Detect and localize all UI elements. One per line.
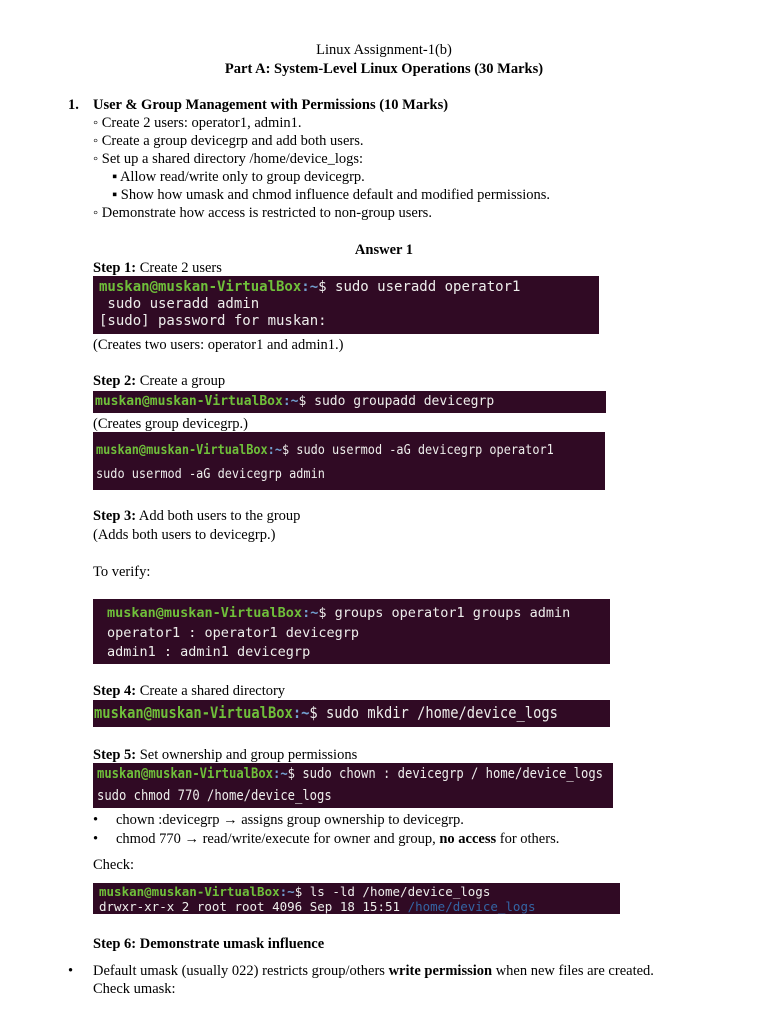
question-number: 1.: [68, 97, 79, 113]
terminal-line: muskan@muskan-VirtualBox:~$ sudo mkdir /home/device_logs: [94, 703, 558, 722]
terminal-line: admin1 : admin1 devicegrp: [107, 644, 311, 660]
verify-label: To verify:: [93, 564, 151, 580]
step-4-heading: Step 4: Create a shared directory: [93, 683, 286, 699]
terminal-line: drwxr-xr-x 2 root root 4096 Sep 18 15:51 /home/device_logs: [99, 899, 536, 914]
bullet-dot: •: [68, 963, 74, 979]
terminal-line: sudo useradd admin: [99, 296, 260, 312]
step-1-note: (Creates two users: operator1 and admin1.): [93, 337, 344, 353]
check-label: Check:: [93, 857, 135, 873]
requirement-subitem: ▪ Allow read/write only to group devicegrp.: [112, 169, 365, 185]
document-title: Linux Assignment-1(b): [316, 42, 452, 58]
requirement-item: ◦ Create a group devicegrp and add both users.: [93, 133, 364, 149]
requirement-item: ◦ Demonstrate how access is restricted to non-group users.: [93, 205, 432, 221]
requirement-item: ◦ Set up a shared directory /home/device_logs:: [93, 151, 364, 167]
terminal-line: muskan@muskan-VirtualBox:~$ sudo groupadd devicegrp: [95, 394, 495, 409]
terminal-screenshot-step3: [93, 599, 610, 664]
terminal-line: sudo usermod -aG devicegrp admin: [96, 466, 325, 482]
terminal-screenshot-step2a: [93, 391, 606, 413]
part-heading: Part A: System-Level Linux Operations (30 Marks): [224, 61, 544, 77]
bullet-dot: •: [93, 831, 99, 847]
step-5-bullet: chown :devicegrp → assigns group ownership to devicegrp.: [116, 812, 464, 828]
terminal-line: sudo chmod 770 /home/device_logs: [97, 788, 332, 804]
answer-heading: Answer 1: [354, 242, 414, 258]
step-3-note: (Adds both users to devicegrp.): [93, 527, 276, 543]
question-heading: User & Group Management with Permissions (10 Marks): [93, 97, 449, 113]
terminal-screenshot-step5-check: [93, 883, 620, 914]
terminal-line: muskan@muskan-VirtualBox:~$ groups operator1 groups admin: [107, 605, 571, 621]
terminal-screenshot-step1: [93, 276, 599, 334]
step-6-heading: Step 6: Demonstrate umask influence: [93, 936, 325, 952]
requirement-subitem: ▪ Show how umask and chmod influence default and modified permissions.: [112, 187, 551, 203]
step-6-bullet: Default umask (usually 022) restricts group/others write permission when new files are created.: [93, 963, 654, 979]
terminal-line: muskan@muskan-VirtualBox:~$ sudo useradd operator1: [99, 279, 521, 295]
terminal-line: muskan@muskan-VirtualBox:~$ ls -ld /home/device_logs: [99, 884, 491, 899]
step-5-bullet: chmod 770 → read/write/execute for owner and group, no access for others.: [116, 831, 560, 847]
terminal-screenshot-step5: [93, 763, 613, 808]
step-2-heading: Step 2: Create a group: [93, 373, 226, 389]
step-6-line: Check umask:: [93, 981, 176, 997]
terminal-line: operator1 : operator1 devicegrp: [107, 625, 359, 641]
bullet-dot: •: [93, 812, 99, 828]
terminal-screenshot-step4: [93, 700, 610, 727]
terminal-line: muskan@muskan-VirtualBox:~$ sudo chown : devicegrp / home/device_logs: [97, 766, 603, 782]
requirement-item: ◦ Create 2 users: operator1, admin1.: [93, 115, 302, 131]
step-1-heading: Step 1: Create 2 users: [93, 260, 222, 276]
step-5-heading: Step 5: Set ownership and group permissions: [93, 747, 358, 763]
terminal-line: [sudo] password for muskan:: [99, 313, 327, 329]
terminal-line: muskan@muskan-VirtualBox:~$ sudo usermod -aG devicegrp operator1: [96, 442, 554, 458]
terminal-screenshot-step2b: [93, 432, 605, 490]
step-2-note: (Creates group devicegrp.): [93, 416, 249, 432]
step-3-heading: Step 3: Add both users to the group: [93, 508, 301, 524]
